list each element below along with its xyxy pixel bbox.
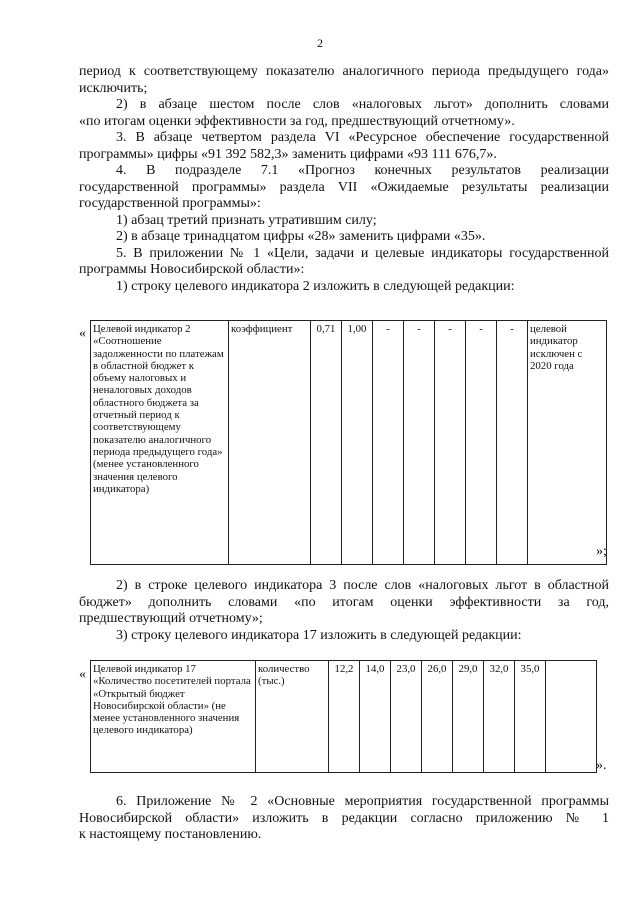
table1-cell: целевой индикатор исключен с 2020 года (528, 321, 607, 565)
table1-open-quote: « (79, 326, 86, 341)
indicator-17-table (90, 660, 597, 773)
block1-line: программы» цифры «91 392 582,3» заменить цифрами «93 111 676,7». (79, 146, 497, 162)
table1-cell: - (435, 321, 466, 565)
block1-line: государственной программы»: (79, 196, 261, 211)
table1-cell: 1,00 (342, 321, 373, 565)
block1-line: 4. В подразделе 7.1 «Прогноз конечных результатов реализации (116, 163, 609, 178)
table1-close-quote: »; (596, 544, 607, 559)
block3-line: к настоящему постановлению. (79, 827, 262, 842)
block1-line: исключить; (79, 80, 148, 96)
block1-line: 2) в абзаце шестом после слов «налоговых льгот» дополнить словами (116, 97, 609, 112)
block1-line: период к соответствующему показателю аналогичного периода предыдущего года» (79, 64, 609, 79)
table1-row (91, 321, 607, 565)
block2-line: 2) в строке целевого индикатора 3 после слов «налоговых льгот в областной (116, 578, 609, 593)
table2-cell: количество (тыс.) (256, 661, 329, 773)
table1-cell: Целевой индикатор 2 «Соотношение задолженности по платежам в областной бюджет к объему налоговых и неналоговых доходов областного бюджета за отчетный период к соответствующему показателю аналогичного периода предыдущего года» (менее установленного значения целевого индикатора) (91, 321, 229, 565)
block3-line: 6. Приложение № 2 «Основные мероприятия государственной программы (116, 794, 609, 809)
block1-line: 2) в абзаце тринадцатом цифры «28» заменить цифрами «35». (116, 229, 486, 244)
table1-cell: - (373, 321, 404, 565)
block1-line: 3. В абзаце четвертом раздела VI «Ресурсное обеспечение государственной (116, 130, 609, 145)
block1-line: 5. В приложении № 1 «Цели, задачи и целевые индикаторы государственной (116, 245, 609, 261)
table2-cell: 29,0 (453, 661, 484, 773)
table2-cell: 14,0 (360, 661, 391, 773)
block1-line: «по итогам оценки эффективности за год, предшествующий отчетному». (79, 113, 515, 129)
table1-cell: коэффициент (229, 321, 311, 565)
block1-line: программы Новосибирской области»: (79, 262, 305, 277)
table1-cell: - (404, 321, 435, 565)
table1-cell: - (497, 321, 528, 565)
table2-cell: 23,0 (391, 661, 422, 773)
table2-open-quote: « (79, 667, 86, 682)
block1-line: 1) абзац третий признать утратившим силу; (116, 212, 377, 228)
block1-line: 1) строку целевого индикатора 2 изложить в следующей редакции: (116, 278, 515, 294)
indicator-2-table (90, 320, 607, 565)
table1-cell: - (466, 321, 497, 565)
table2-row (91, 661, 597, 773)
table2-cell: Целевой индикатор 17 «Количество посетителей портала «Открытый бюджет Новосибирской области» (не менее установленного значения целевого индикатора) (91, 661, 256, 773)
text-block-amendments-1 (79, 64, 609, 295)
block1-line: государственной программы» раздела VII «Ожидаемые результаты реализации (79, 179, 609, 195)
text-block-amendments-3 (79, 794, 609, 844)
table2-cell: 35,0 (515, 661, 546, 773)
block2-line: предшествующий отчетному»; (79, 611, 263, 626)
text-block-amendments-2 (79, 578, 609, 644)
block2-line: бюджет» дополнить словами «по итогам оценки эффективности за год, (79, 594, 609, 610)
block3-line: Новосибирской области» изложить в редакции согласно приложению № 1 (79, 810, 609, 826)
table2-cell (546, 661, 597, 773)
table2-cell: 32,0 (484, 661, 515, 773)
block2-line: 3) строку целевого индикатора 17 изложить в следующей редакции: (116, 627, 522, 643)
table1-cell: 0,71 (311, 321, 342, 565)
table2-cell: 26,0 (422, 661, 453, 773)
page-number: 2 (317, 36, 323, 50)
table2-cell: 12,2 (329, 661, 360, 773)
table2-close-quote: ». (596, 758, 607, 773)
